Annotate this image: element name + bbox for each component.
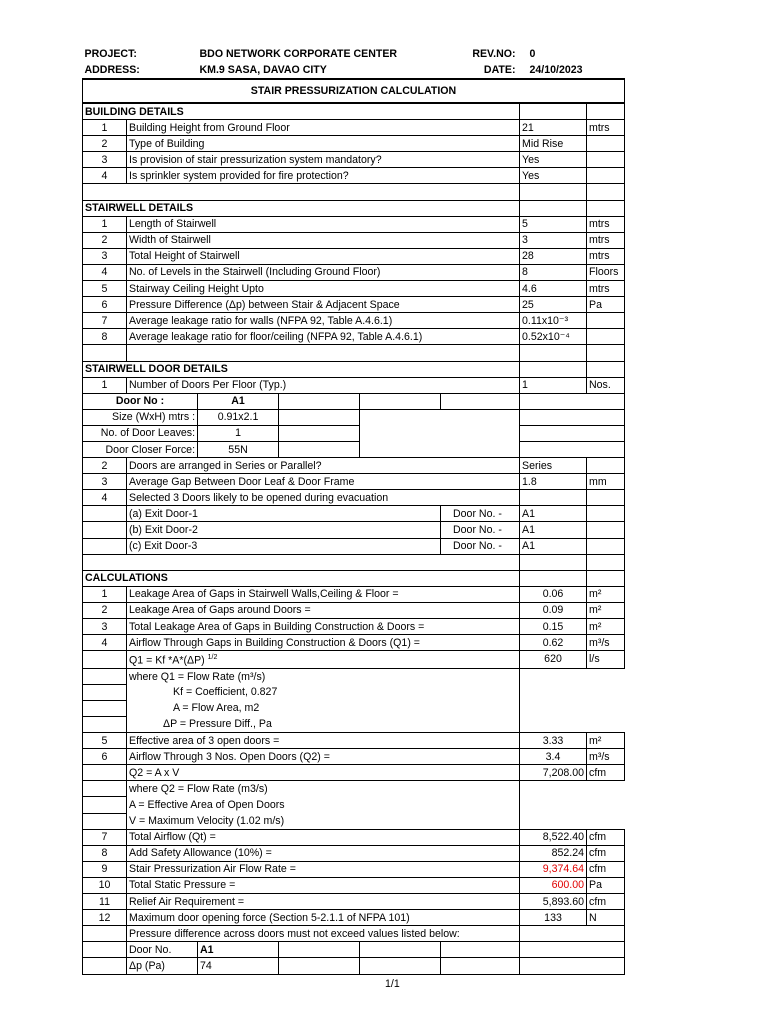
- project-row: [83, 46, 625, 62]
- formula-row: Q2 = A x V 7,208.00 cfm: [83, 765, 625, 781]
- formula-note-row: where Q1 = Flow Rate (m³/s): [83, 668, 625, 684]
- exit-door-row: (c) Exit Door-3 Door No. - A1: [83, 538, 625, 554]
- door-no-value: A1: [198, 393, 279, 409]
- spacer-row: [83, 554, 625, 570]
- door-leaves-value: 1: [198, 425, 279, 441]
- formula-note-row: V = Maximum Velocity (1.02 m/s): [83, 813, 625, 829]
- formula-note-row: A = Effective Area of Open Doors: [83, 797, 625, 813]
- calc-heading: CALCULATIONS: [83, 570, 520, 586]
- doors-heading: STAIRWELL DOOR DETAILS: [83, 361, 520, 377]
- airflow-rate-value: 9,374.64: [520, 861, 587, 877]
- building-heading: BUILDING DETAILS: [83, 103, 520, 120]
- formula-note-row: Kf = Coefficient, 0.827: [83, 684, 625, 700]
- table-row: 2 Type of Building Mid Rise: [83, 136, 625, 152]
- door-closer-value: 55N: [198, 441, 279, 457]
- stairwell-heading: STAIRWELL DETAILS: [83, 200, 520, 216]
- table-row: 3 Total Height of Stairwell 28 mtrs: [83, 248, 625, 264]
- date-value: 24/10/2023: [529, 64, 583, 76]
- door-no-label: Door No :: [83, 393, 198, 409]
- table-row: 4 No. of Levels in the Stairwell (Including Ground Floor) 8 Floors: [83, 264, 625, 280]
- table-row: 3 Total Leakage Area of Gaps in Building Construction & Doors = 0.15 m²: [83, 619, 625, 635]
- page-title: STAIR PRESSURIZATION CALCULATION: [83, 79, 625, 103]
- address-label: ADDRESS:: [84, 64, 140, 76]
- door-no-row: [83, 393, 625, 409]
- section-heading-row: [83, 200, 625, 216]
- title-row: [83, 79, 625, 103]
- table-row: 7 Total Airflow (Qt) = 8,522.40 cfm: [83, 829, 625, 845]
- note-row: Pressure difference across doors must not exceed values listed below:: [83, 926, 625, 942]
- table-row: 3 Average Gap Between Door Leaf & Door Frame 1.8 mm: [83, 474, 625, 490]
- formula-note-row: where Q2 = Flow Rate (m3/s): [83, 781, 625, 797]
- table-row: 5 Effective area of 3 open doors = 3.33 m²: [83, 733, 625, 749]
- door-leaves-label: No. of Door Leaves:: [83, 425, 198, 441]
- table-row: 4 Is sprinkler system provided for fire protection? Yes: [83, 168, 625, 184]
- project-label: PROJECT:: [84, 48, 137, 60]
- section-heading-row: [83, 570, 625, 586]
- table-row: 1 Length of Stairwell 5 mtrs: [83, 216, 625, 232]
- address-value: KM.9 SASA, DAVAO CITY: [199, 64, 327, 76]
- table-row: 3 Is provision of stair pressurization system mandatory? Yes: [83, 152, 625, 168]
- spacer-row: [83, 345, 625, 361]
- table-row: 12 Maximum door opening force (Section 5-2.1.1 of NFPA 101) 133 N: [83, 910, 625, 926]
- table-row: 7 Average leakage ratio for walls (NFPA 92, Table A.4.6.1) 0.11x10⁻³: [83, 313, 625, 329]
- table-row: 10 Total Static Pressure = 600.00 Pa: [83, 877, 625, 893]
- table-row: 4 Selected 3 Doors likely to be opened during evacuation: [83, 490, 625, 506]
- formula-row: Q1 = Kf *A*(ΔP) $^{1/2}$ 620 l/s: [83, 651, 625, 669]
- static-pressure-value: 600.00: [520, 877, 587, 893]
- project-value: BDO NETWORK CORPORATE CENTER: [199, 48, 398, 60]
- spacer-row: [83, 184, 625, 200]
- table-row: 11 Relief Air Requirement = 5,893.60 cfm: [83, 894, 625, 910]
- door-size-label: Size (WxH) mtrs :: [83, 409, 198, 425]
- date-label: DATE:: [483, 64, 516, 76]
- door-leaves-row: [83, 425, 625, 441]
- section-heading-row: [83, 361, 625, 377]
- section-heading-row: [83, 103, 625, 120]
- door-size-value: 0.91x2.1: [198, 409, 279, 425]
- table-row: 8 Average leakage ratio for floor/ceiling (NFPA 92, Table A.4.6.1) 0.52x10⁻⁴: [83, 329, 625, 345]
- table-row: 5 Stairway Ceiling Height Upto 4.6 mtrs: [83, 281, 625, 297]
- pressure-dp-row: Δp (Pa) 74: [83, 958, 625, 974]
- table-row: 1 Number of Doors Per Floor (Typ.) 1 Nos.: [83, 377, 625, 393]
- table-row: 2 Width of Stairwell 3 mtrs: [83, 232, 625, 248]
- table-row: 2 Leakage Area of Gaps around Doors = 0.09 m²: [83, 602, 625, 618]
- formula-note-row: A = Flow Area, m2: [83, 700, 625, 716]
- table-row: 1 Building Height from Ground Floor 21 mtrs: [83, 120, 625, 136]
- revno-label: REV.NO:: [472, 48, 516, 60]
- table-row: 8 Add Safety Allowance (10%) = 852.24 cfm: [83, 845, 625, 861]
- table-row: 1 Leakage Area of Gaps in Stairwell Walls,Ceiling & Floor = 0.06 m²: [83, 586, 625, 602]
- table-row: 6 Airflow Through 3 Nos. Open Doors (Q2) = 3.4 m³/s: [83, 749, 625, 765]
- door-closer-label: Door Closer Force:: [83, 441, 198, 457]
- door-size-row: [83, 409, 625, 425]
- address-row: [83, 62, 625, 79]
- pressure-door-row: Door No. A1: [83, 942, 625, 958]
- formula-note-row: ΔP = Pressure Diff., Pa: [83, 717, 625, 733]
- page-number: 1/1: [385, 978, 400, 990]
- door-closer-row: [83, 441, 625, 457]
- table-row: 6 Pressure Difference (Δp) between Stair & Adjacent Space 25 Pa: [83, 297, 625, 313]
- calculation-sheet: [82, 46, 624, 975]
- exit-door-row: (a) Exit Door-1 Door No. - A1: [83, 506, 625, 522]
- exit-door-row: (b) Exit Door-2 Door No. - A1: [83, 522, 625, 538]
- table-row: 2 Doors are arranged in Series or Parallel? Series: [83, 458, 625, 474]
- table-row: 9 Stair Pressurization Air Flow Rate = 9,374.64 cfm: [83, 861, 625, 877]
- calc-table: [82, 46, 625, 975]
- revno-value: 0: [529, 48, 536, 60]
- table-row: 4 Airflow Through Gaps in Building Construction & Doors (Q1) = 0.62 m³/s: [83, 635, 625, 651]
